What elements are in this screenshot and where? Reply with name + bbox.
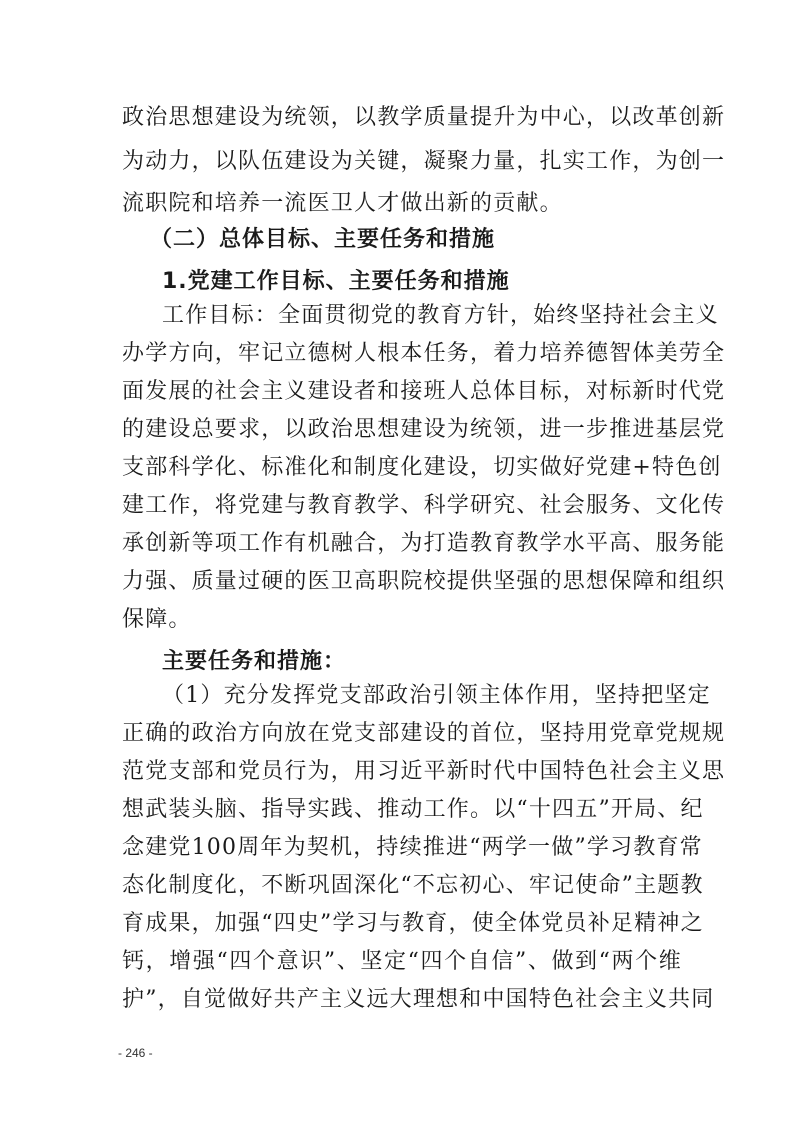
body-text-line: 工作目标：全面贯彻党的教育方针，始终坚持社会主义	[162, 303, 719, 328]
body-text-line: 支部科学化、标准化和制度化建设，切实做好党建+特色创	[122, 455, 722, 480]
page-number: - 246 -	[118, 1046, 153, 1060]
body-text-line: 流职院和培养一流医卫人才做出新的贡献。	[122, 191, 563, 216]
body-text-line: 面发展的社会主义建设者和接班人总体目标，对标新时代党	[122, 379, 726, 404]
body-text-line: 想武装头脑、指导实践、推动工作。以“十四五”开局、纪	[122, 797, 704, 822]
body-text-line: 钙，增强“四个意识”、坚定“四个自信”、做到“两个维	[122, 949, 682, 974]
body-text-line: （1）充分发挥党支部政治引领主体作用，坚持把坚定	[162, 683, 711, 708]
body-text-line: 保障。	[122, 607, 192, 632]
subsection-heading: 1.党建工作目标、主要任务和措施	[162, 269, 510, 294]
body-text-line: 力强、质量过硬的医卫高职院校提供坚强的思想保障和组织	[122, 569, 726, 594]
body-text-line: 为动力，以队伍建设为关键，凝聚力量，扎实工作，为创一	[122, 149, 726, 174]
body-text-line: 承创新等项工作有机融合，为打造教育教学水平高、服务能	[122, 531, 726, 556]
body-text-line: 办学方向，牢记立德树人根本任务，着力培养德智体美劳全	[122, 341, 726, 366]
body-text-line: 态化制度化，不断巩固深化“不忘初心、牢记使命”主题教	[122, 873, 704, 898]
body-text-line: 的建设总要求，以政治思想建设为统领，进一步推进基层党	[122, 417, 726, 442]
body-text-line: 政治思想建设为统领，以教学质量提升为中心，以改革创新	[122, 105, 726, 130]
body-text-line: 建工作，将党建与教育教学、科学研究、社会服务、文化传	[122, 493, 726, 518]
body-text-line: 育成果，加强“四史”学习与教育，使全体党员补足精神之	[122, 911, 704, 936]
body-text-line: 范党支部和党员行为，用习近平新时代中国特色社会主义思	[122, 759, 726, 784]
body-text-line: 正确的政治方向放在党支部建设的首位，坚持用党章党规规	[122, 721, 726, 746]
section-heading: （二）总体目标、主要任务和措施	[150, 227, 496, 252]
body-text-line: 护”，自觉做好共产主义远大理想和中国特色社会主义共同	[122, 987, 715, 1012]
subsection-heading: 主要任务和措施：	[162, 649, 347, 674]
body-text-line: 念建党100周年为契机，持续推进“两学一做”学习教育常	[122, 835, 703, 860]
